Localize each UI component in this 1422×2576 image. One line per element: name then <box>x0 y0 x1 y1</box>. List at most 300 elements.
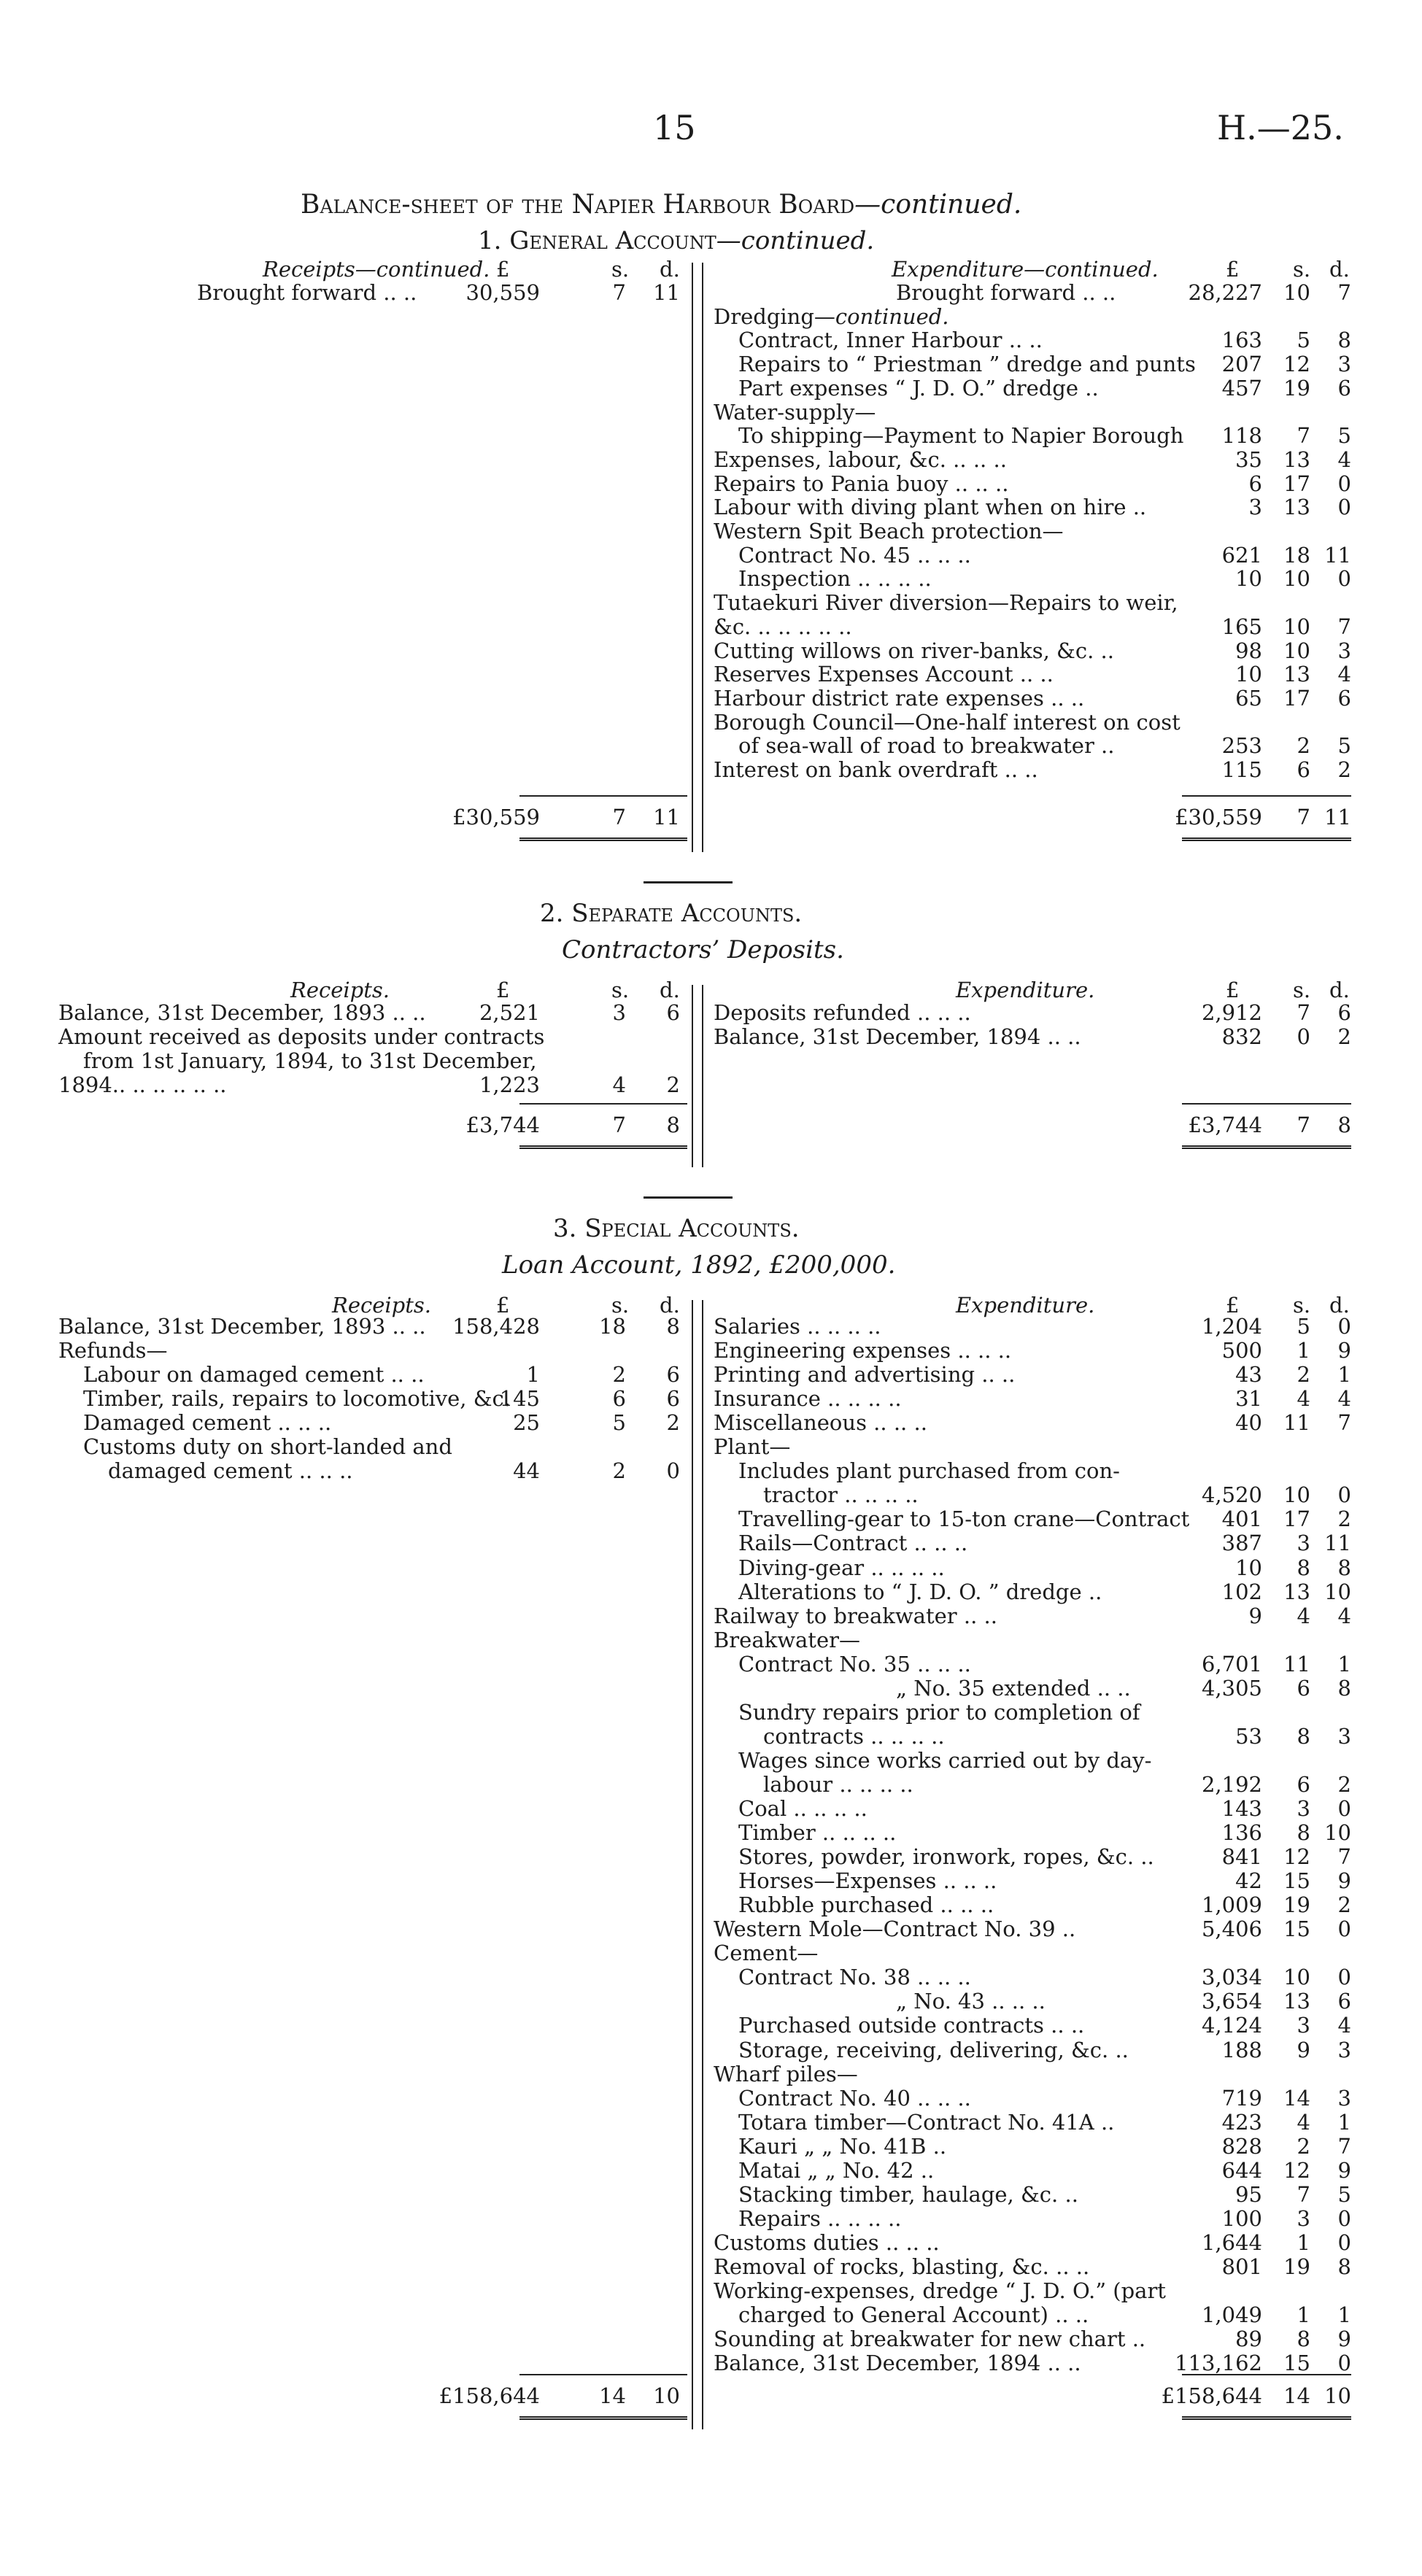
general-heading-main: 1. General Account <box>478 226 716 255</box>
expenditure-row <box>0 2062 1422 2086</box>
page-reference: H.—25. <box>1217 108 1344 147</box>
amount-pence: 0 <box>1337 2351 1351 2376</box>
expenditure-row <box>0 1580 1422 1604</box>
amount-shillings: 6 <box>1297 1675 1310 1701</box>
amount-pounds: 165 <box>1221 614 1262 639</box>
row-label: Removal of rocks, blasting, &c. .. .. <box>714 2254 1090 2279</box>
expenditure-row <box>0 1893 1422 1917</box>
amount-pence: 0 <box>1337 2205 1351 2231</box>
column-header-shillings: s. <box>1293 257 1311 282</box>
amount-pence: 10 <box>1324 1820 1351 1846</box>
expenditure-row <box>0 376 1422 401</box>
amount-pounds: 35 <box>1235 446 1262 472</box>
amount-shillings: 10 <box>1283 638 1310 663</box>
amount-pounds: 31 <box>1235 1386 1262 1412</box>
amount-pounds: 115 <box>1221 757 1262 782</box>
amount-shillings: 10 <box>1283 1482 1310 1508</box>
separator-rule <box>644 1196 733 1199</box>
amount-shillings: 7 <box>1297 1000 1310 1025</box>
amount-pence: 4 <box>1337 2013 1351 2038</box>
expenditure-row <box>0 1435 1422 1459</box>
amount-shillings: 2 <box>612 1458 626 1483</box>
amount-shillings: 8 <box>1297 1555 1310 1580</box>
amount-pounds: 163 <box>1221 328 1262 353</box>
amount-pounds: 644 <box>1221 2157 1262 2183</box>
total-rule <box>519 795 687 797</box>
amount-shillings: 4 <box>1297 2109 1310 2135</box>
column-header-pounds: £ <box>1226 1293 1240 1318</box>
amount-shillings: 2 <box>1297 1362 1310 1388</box>
expenditure-row <box>0 1989 1422 2014</box>
page-title-suffix: —continued. <box>854 190 1022 220</box>
total-rule <box>1182 2374 1351 2375</box>
amount-shillings: 17 <box>1283 1506 1310 1532</box>
row-label: Contract, Inner Harbour .. .. <box>738 328 1043 353</box>
amount-shillings: 10 <box>1283 566 1310 592</box>
amount-pounds: 10 <box>1235 662 1262 687</box>
row-label: Balance, 31st December, 1893 .. .. <box>58 1000 426 1025</box>
amount-pence: 2 <box>1337 1771 1351 1797</box>
amount-pounds: 2,192 <box>1201 1771 1262 1797</box>
amount-pounds: 28,227 <box>1188 280 1262 305</box>
amount-shillings: 10 <box>1283 1965 1310 1990</box>
amount-pence: 1 <box>1337 1362 1351 1388</box>
column-header-pounds: £ <box>1226 978 1240 1002</box>
total-pounds: £30,559 <box>452 805 540 829</box>
amount-pounds: 2,912 <box>1201 1000 1262 1025</box>
amount-shillings: 7 <box>612 280 626 305</box>
expenditure-row <box>0 1387 1422 1411</box>
general-account-heading <box>478 226 874 255</box>
amount-pence: 6 <box>1337 685 1351 711</box>
amount-pence: 2 <box>1337 1024 1351 1049</box>
column-header-shillings: s. <box>1293 1293 1311 1318</box>
receipts-header: Receipts—continued. <box>263 257 490 282</box>
row-label: Expenses, labour, &c. .. .. .. <box>714 446 1007 472</box>
amount-shillings: 5 <box>1297 1314 1310 1339</box>
receipts-header: Receipts. <box>332 1293 431 1318</box>
amount-shillings: 2 <box>612 1362 626 1387</box>
expenditure-row <box>0 1821 1422 1845</box>
row-label: Miscellaneous .. .. .. <box>714 1410 927 1436</box>
amount-pence: 9 <box>1337 1338 1351 1364</box>
row-label: Sounding at breakwater for new chart .. <box>714 2326 1146 2352</box>
total-rule <box>1182 795 1351 797</box>
row-label: Borough Council—One-half interest on cost <box>714 709 1181 735</box>
amount-pence: 0 <box>1337 1965 1351 1990</box>
row-label: Balance, 31st December, 1894 .. .. <box>714 1024 1081 1049</box>
amount-pence: 9 <box>1337 2326 1351 2352</box>
amount-pence: 10 <box>1324 1579 1351 1604</box>
receipts-header: Receipts. <box>290 978 390 1002</box>
amount-pounds: 1,204 <box>1201 1314 1262 1339</box>
amount-shillings: 0 <box>1297 1024 1310 1049</box>
amount-pounds: 828 <box>1221 2133 1262 2159</box>
row-label: Cutting willows on river-banks, &c. .. <box>714 638 1114 663</box>
amount-shillings: 7 <box>1297 2181 1310 2207</box>
amount-shillings: 18 <box>1283 542 1310 568</box>
total-shillings: 7 <box>612 1113 626 1137</box>
amount-pence: 0 <box>1337 566 1351 592</box>
amount-pence: 7 <box>1337 1410 1351 1436</box>
amount-pence: 0 <box>1337 1916 1351 1942</box>
row-label: Coal .. .. .. .. <box>738 1796 868 1821</box>
receipt-row <box>0 1073 1422 1097</box>
row-label: Diving-gear .. .. .. .. <box>738 1555 945 1580</box>
amount-shillings: 4 <box>1297 1603 1310 1628</box>
expenditure-row <box>0 1701 1422 1725</box>
amount-shillings: 13 <box>1283 662 1310 687</box>
expenditure-row <box>0 352 1422 376</box>
row-label: Kauri „ „ No. 41B .. <box>738 2133 947 2159</box>
amount-shillings: 2 <box>1297 2133 1310 2159</box>
amount-pence: 0 <box>1337 471 1351 496</box>
row-label: &c. .. .. .. .. .. <box>714 614 852 639</box>
amount-pounds: 4,124 <box>1201 2013 1262 2038</box>
total-pence: 8 <box>666 1113 680 1137</box>
amount-pounds: 1,644 <box>1201 2229 1262 2255</box>
column-header-pence: d. <box>1329 1293 1350 1318</box>
amount-pounds: 1,009 <box>1201 1892 1262 1918</box>
row-label: Horses—Expenses .. .. .. <box>738 1868 997 1894</box>
amount-pence: 1 <box>1337 2109 1351 2135</box>
column-header-pence: d. <box>660 1293 680 1318</box>
amount-pence: 6 <box>1337 1000 1351 1025</box>
row-label: Railway to breakwater .. .. <box>714 1603 997 1628</box>
column-header-pounds: £ <box>1226 257 1240 282</box>
total-shillings: 7 <box>612 805 626 829</box>
expenditure-header: Expenditure—continued. <box>892 257 1159 282</box>
total-pence: 8 <box>1337 1113 1351 1137</box>
expenditure-row <box>0 401 1422 425</box>
column-header-pounds: £ <box>496 978 510 1002</box>
amount-pence: 2 <box>1337 1892 1351 1918</box>
row-label: Contract No. 38 .. .. .. <box>738 1965 971 1990</box>
amount-shillings: 6 <box>1297 1771 1310 1797</box>
expenditure-row <box>0 328 1422 352</box>
row-label: Alterations to “ J. D. O. ” dredge .. <box>738 1579 1102 1604</box>
row-label: Working-expenses, dredge “ J. D. O.” (part <box>714 2278 1166 2303</box>
expenditure-total <box>0 805 1422 829</box>
amount-shillings: 13 <box>1283 446 1310 472</box>
expenditure-row <box>0 2159 1422 2183</box>
column-header-shillings: s. <box>611 257 630 282</box>
row-label: Reserves Expenses Account .. .. <box>714 662 1054 687</box>
row-label: Salaries .. .. .. .. <box>714 1314 881 1339</box>
expenditure-row <box>0 1507 1422 1531</box>
amount-pounds: 207 <box>1221 352 1262 377</box>
expenditure-row <box>0 1965 1422 1989</box>
column-header-pence: d. <box>660 257 680 282</box>
amount-pence: 6 <box>666 1362 680 1387</box>
amount-pounds: 113,162 <box>1175 2351 1262 2376</box>
column-header-pence: d. <box>1329 978 1350 1002</box>
expenditure-row <box>0 1917 1422 1941</box>
total-shillings: 14 <box>599 2383 626 2408</box>
expenditure-row <box>0 495 1422 519</box>
total-shillings: 7 <box>1297 1113 1310 1137</box>
expenditure-row <box>0 2038 1422 2062</box>
amount-shillings: 13 <box>1283 1989 1310 2014</box>
expenditure-row <box>0 2303 1422 2327</box>
amount-pence: 2 <box>666 1410 680 1435</box>
row-label: Storage, receiving, delivering, &c. .. <box>738 2037 1129 2062</box>
amount-shillings: 1 <box>1297 2229 1310 2255</box>
amount-pence: 11 <box>653 280 680 305</box>
amount-pence: 0 <box>666 1458 680 1483</box>
amount-pounds: 801 <box>1221 2254 1262 2279</box>
amount-pence: 2 <box>1337 1506 1351 1532</box>
row-label: Cement— <box>714 1941 819 1966</box>
amount-pence: 7 <box>1337 614 1351 639</box>
amount-shillings: 18 <box>599 1314 626 1339</box>
expenditure-row <box>0 519 1422 544</box>
amount-shillings: 17 <box>1283 685 1310 711</box>
amount-pence: 8 <box>1337 2254 1351 2279</box>
row-label: 1894.. .. .. .. .. .. <box>58 1072 227 1097</box>
amount-shillings: 7 <box>1297 423 1310 449</box>
double-rule <box>519 1145 687 1149</box>
total-pence: 11 <box>1324 805 1351 829</box>
expenditure-row <box>0 1531 1422 1555</box>
amount-pence: 8 <box>666 1314 680 1339</box>
expenditure-header: Expenditure. <box>956 978 1095 1002</box>
amount-pence: 0 <box>1337 1314 1351 1339</box>
row-label: Includes plant purchased from con- <box>738 1458 1120 1484</box>
expenditure-row <box>0 1483 1422 1507</box>
column-header-shillings: s. <box>611 1293 630 1318</box>
row-label: Timber, rails, repairs to locomotive, &c. <box>83 1386 511 1411</box>
row-label: Customs duty on short-landed and <box>83 1434 452 1459</box>
row-label: Wharf piles— <box>714 2061 858 2086</box>
special-accounts-heading <box>553 1214 800 1243</box>
amount-shillings: 15 <box>1283 1916 1310 1942</box>
total-pence: 10 <box>1324 2383 1351 2408</box>
expenditure-row <box>0 1773 1422 1797</box>
expenditure-row <box>0 1025 1422 1049</box>
amount-pounds: 43 <box>1235 1362 1262 1388</box>
amount-pence: 8 <box>1337 1555 1351 1580</box>
amount-pence: 5 <box>1337 423 1351 449</box>
row-label: Travelling-gear to 15-ton crane—Contract <box>738 1506 1190 1532</box>
total-shillings: 7 <box>1297 805 1310 829</box>
expenditure-row <box>0 734 1422 758</box>
amount-pence: 6 <box>666 1000 680 1025</box>
expenditure-total <box>0 2384 1422 2408</box>
amount-pence: 7 <box>1337 2133 1351 2159</box>
expenditure-row <box>0 2135 1422 2159</box>
expenditure-row <box>0 1869 1422 1893</box>
total-pounds: £3,744 <box>465 1113 540 1137</box>
double-rule <box>1182 2416 1351 2420</box>
amount-pence: 4 <box>1337 446 1351 472</box>
amount-pence: 6 <box>1337 375 1351 401</box>
expenditure-row <box>0 2255 1422 2279</box>
column-header-pence: d. <box>660 978 680 1002</box>
row-label: Totara timber—Contract No. 41A .. <box>738 2109 1115 2135</box>
amount-shillings: 8 <box>1297 1820 1310 1846</box>
amount-pounds: 9 <box>1248 1603 1262 1628</box>
column-header-pounds: £ <box>496 1293 510 1318</box>
row-label: Stores, powder, ironwork, ropes, &c. .. <box>738 1844 1154 1870</box>
expenditure-row <box>0 2014 1422 2038</box>
amount-pence: 9 <box>1337 1868 1351 1894</box>
total-pence: 11 <box>653 805 680 829</box>
amount-shillings: 17 <box>1283 471 1310 496</box>
expenditure-header: Expenditure. <box>956 1293 1095 1318</box>
amount-pounds: 102 <box>1221 1579 1262 1604</box>
amount-shillings: 12 <box>1283 352 1310 377</box>
amount-pounds: 25 <box>513 1410 540 1435</box>
amount-shillings: 3 <box>1297 1796 1310 1821</box>
row-label: Refunds— <box>58 1338 168 1363</box>
row-label: Matai „ „ No. 42 .. <box>738 2157 935 2183</box>
amount-pence: 3 <box>1337 2037 1351 2062</box>
total-pounds: £3,744 <box>1188 1113 1262 1137</box>
row-label: To shipping—Payment to Napier Borough <box>738 423 1184 449</box>
total-pounds: £158,644 <box>1161 2383 1262 2408</box>
row-label: from 1st January, 1894, to 31st December, <box>83 1048 537 1073</box>
expenditure-row <box>0 1556 1422 1580</box>
amount-pounds: 3,654 <box>1201 1989 1262 2014</box>
expenditure-row <box>0 1676 1422 1701</box>
amount-shillings: 1 <box>1297 1338 1310 1364</box>
amount-pence: 11 <box>1324 1531 1351 1556</box>
loan-account-heading: Loan Account, 1892, £200,000. <box>502 1250 896 1280</box>
amount-pounds: 3,034 <box>1201 1965 1262 1990</box>
separate-heading-text: 2. Separate Accounts. <box>540 899 803 928</box>
amount-shillings: 13 <box>1283 1579 1310 1604</box>
row-label: Brought forward .. .. <box>197 280 417 305</box>
expenditure-row <box>0 448 1422 472</box>
expenditure-row <box>0 711 1422 735</box>
amount-pounds: 719 <box>1221 2085 1262 2111</box>
row-label: Harbour district rate expenses .. .. <box>714 685 1085 711</box>
amount-pounds: 158,428 <box>452 1314 540 1339</box>
amount-pounds: 387 <box>1221 1531 1262 1556</box>
expenditure-row <box>0 2327 1422 2351</box>
page-number: 15 <box>653 108 696 147</box>
amount-shillings: 15 <box>1283 1868 1310 1894</box>
amount-pounds: 4,520 <box>1201 1482 1262 1508</box>
amount-pounds: 143 <box>1221 1796 1262 1821</box>
expenditure-row <box>0 1628 1422 1652</box>
row-label: Labour on damaged cement .. .. <box>83 1362 425 1387</box>
amount-shillings: 11 <box>1283 1410 1310 1436</box>
row-label: Purchased outside contracts .. .. <box>738 2013 1085 2038</box>
amount-pounds: 2,521 <box>479 1000 540 1025</box>
row-label: contracts .. .. .. .. <box>763 1723 945 1749</box>
row-label: Plant— <box>714 1434 791 1460</box>
amount-shillings: 2 <box>1297 733 1310 759</box>
amount-shillings: 5 <box>1297 328 1310 353</box>
page-title <box>301 190 1021 220</box>
amount-pounds: 44 <box>513 1458 540 1483</box>
amount-pounds: 53 <box>1235 1723 1262 1749</box>
amount-pence: 7 <box>1337 280 1351 305</box>
amount-pence: 0 <box>1337 495 1351 520</box>
amount-shillings: 15 <box>1283 2351 1310 2376</box>
row-label: Contract No. 45 .. .. .. <box>738 542 971 568</box>
amount-pence: 1 <box>1337 1651 1351 1676</box>
amount-pounds: 4,305 <box>1201 1675 1262 1701</box>
amount-pounds: 253 <box>1221 733 1262 759</box>
expenditure-row <box>0 1411 1422 1435</box>
row-label: Amount received as deposits under contracts <box>58 1024 545 1049</box>
amount-pence: 1 <box>1337 2302 1351 2328</box>
row-label: Repairs .. .. .. .. <box>738 2205 902 2231</box>
amount-shillings: 6 <box>1297 757 1310 782</box>
expenditure-row <box>0 1363 1422 1387</box>
amount-pence: 4 <box>1337 1386 1351 1412</box>
amount-pence: 9 <box>1337 2157 1351 2183</box>
amount-pounds: 10 <box>1235 1555 1262 1580</box>
expenditure-row <box>0 2351 1422 2375</box>
amount-pounds: 42 <box>1235 1868 1262 1894</box>
expenditure-row <box>0 544 1422 568</box>
amount-pence: 0 <box>1337 1482 1351 1508</box>
total-pounds: £158,644 <box>438 2383 540 2408</box>
row-label: Rubble purchased .. .. .. <box>738 1892 994 1918</box>
amount-pounds: 95 <box>1235 2181 1262 2207</box>
total-shillings: 14 <box>1283 2383 1310 2408</box>
row-label: Printing and advertising .. .. <box>714 1362 1016 1388</box>
expenditure-total <box>0 1113 1422 1137</box>
expenditure-row <box>0 2279 1422 2303</box>
amount-shillings: 1 <box>1297 2302 1310 2328</box>
expenditure-row <box>0 2086 1422 2111</box>
expenditure-row <box>0 615 1422 639</box>
amount-pence: 0 <box>1337 1796 1351 1821</box>
row-label: Balance, 31st December, 1893 .. .. <box>58 1314 426 1339</box>
expenditure-row <box>0 1749 1422 1773</box>
row-label: Insurance .. .. .. .. <box>714 1386 902 1412</box>
row-label: Damaged cement .. .. .. <box>83 1410 332 1435</box>
expenditure-row <box>0 1797 1422 1821</box>
general-heading-suffix: —continued. <box>716 226 875 255</box>
amount-shillings: 10 <box>1283 614 1310 639</box>
expenditure-row <box>0 2111 1422 2135</box>
expenditure-row <box>0 472 1422 496</box>
expenditure-row <box>0 1604 1422 1628</box>
amount-pounds: 1,223 <box>479 1072 540 1097</box>
expenditure-row <box>0 1315 1422 1339</box>
amount-shillings: 8 <box>1297 1723 1310 1749</box>
expenditure-row <box>0 1652 1422 1676</box>
amount-pounds: 6 <box>1248 471 1262 496</box>
row-label: „ No. 43 .. .. .. <box>896 1989 1046 2014</box>
total-pence: 10 <box>653 2383 680 2408</box>
expenditure-row <box>0 281 1422 305</box>
expenditure-row <box>0 1001 1422 1025</box>
expenditure-row <box>0 758 1422 782</box>
row-label: Contract No. 40 .. .. .. <box>738 2085 971 2111</box>
amount-shillings: 3 <box>1297 2013 1310 2038</box>
amount-pounds: 457 <box>1221 375 1262 401</box>
total-rule <box>519 2374 687 2375</box>
amount-shillings: 8 <box>1297 2326 1310 2352</box>
row-label: Labour with diving plant when on hire .. <box>714 495 1147 520</box>
column-header-pounds: £ <box>496 257 510 282</box>
row-label: „ No. 35 extended .. .. <box>896 1675 1131 1701</box>
row-label-italic: continued. <box>835 303 949 329</box>
amount-pounds: 30,559 <box>465 280 540 305</box>
amount-pounds: 89 <box>1235 2326 1262 2352</box>
amount-pence: 7 <box>1337 1844 1351 1870</box>
row-label: labour .. .. .. .. <box>763 1771 913 1797</box>
amount-pence: 0 <box>1337 2229 1351 2255</box>
row-label: Customs duties .. .. .. <box>714 2229 940 2255</box>
